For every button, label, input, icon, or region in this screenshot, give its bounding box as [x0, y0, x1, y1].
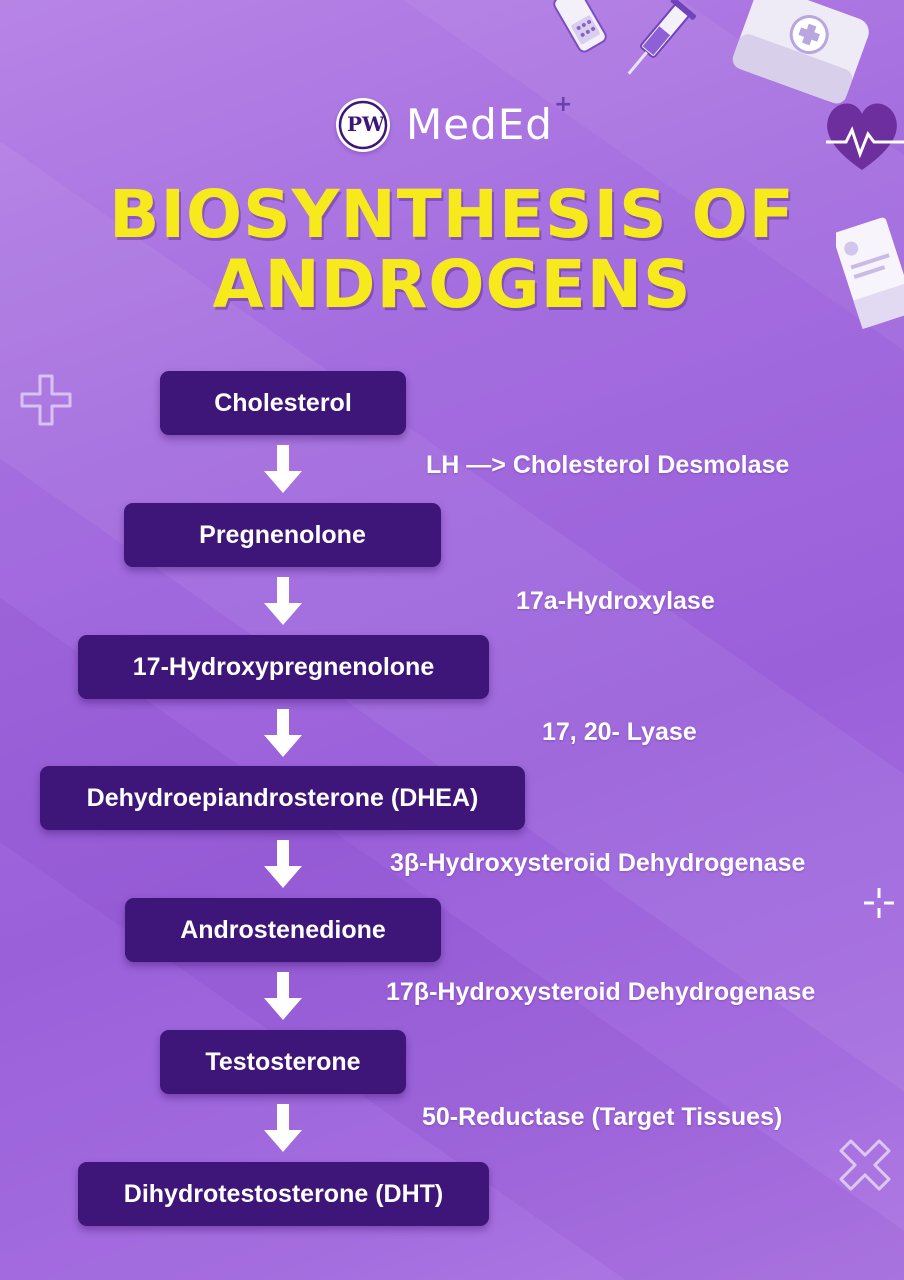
down-arrow-icon [262, 445, 304, 495]
heart-pulse-icon [820, 90, 904, 182]
step-box-cholesterol: Cholesterol [160, 371, 406, 435]
brand-plus: + [554, 92, 573, 117]
step-box-dhea: Dehydroepiandrosterone (DHEA) [40, 766, 525, 830]
down-arrow-icon [262, 709, 304, 759]
step-box-dht: Dihydrotestosterone (DHT) [78, 1162, 489, 1226]
enzyme-label-3b-hsd: 3β-Hydroxysteroid Dehydrogenase [390, 849, 806, 877]
enzyme-label-17a-hydroxylase: 17a-Hydroxylase [516, 587, 715, 615]
phone-icon [548, 0, 614, 54]
down-arrow-icon [262, 840, 304, 890]
down-arrow-icon [262, 1104, 304, 1154]
enzyme-label-17b-hsd: 17β-Hydroxysteroid Dehydrogenase [386, 978, 816, 1006]
step-box-17-hydroxypregnenolone: 17-Hydroxypregnenolone [78, 635, 489, 699]
step-box-androstenedione: Androstenedione [125, 898, 441, 962]
syringe-icon [612, 0, 702, 86]
enzyme-label-5a-reductase: 50-Reductase (Target Tissues) [422, 1103, 783, 1131]
cross-icon [834, 1134, 896, 1196]
badge-letter-p: PW [347, 112, 385, 136]
brand-name: MedEd [406, 100, 553, 149]
brand-logo [336, 92, 576, 154]
pw-badge-icon [336, 98, 390, 152]
plus-sparkle-icon [862, 886, 896, 920]
page-title-line-1: BIOSYNTHESIS OF [109, 176, 795, 253]
plus-sparkle-icon [18, 372, 74, 428]
step-box-testosterone: Testosterone [160, 1030, 406, 1094]
enzyme-label-cholesterol-desmolase: LH —> Cholesterol Desmolase [426, 451, 790, 479]
page-title-line-2: ANDROGENS [212, 246, 692, 323]
down-arrow-icon [262, 577, 304, 627]
step-box-pregnenolone: Pregnenolone [124, 503, 441, 567]
down-arrow-icon [262, 972, 304, 1022]
enzyme-label-17-20-lyase: 17, 20- Lyase [542, 718, 697, 746]
